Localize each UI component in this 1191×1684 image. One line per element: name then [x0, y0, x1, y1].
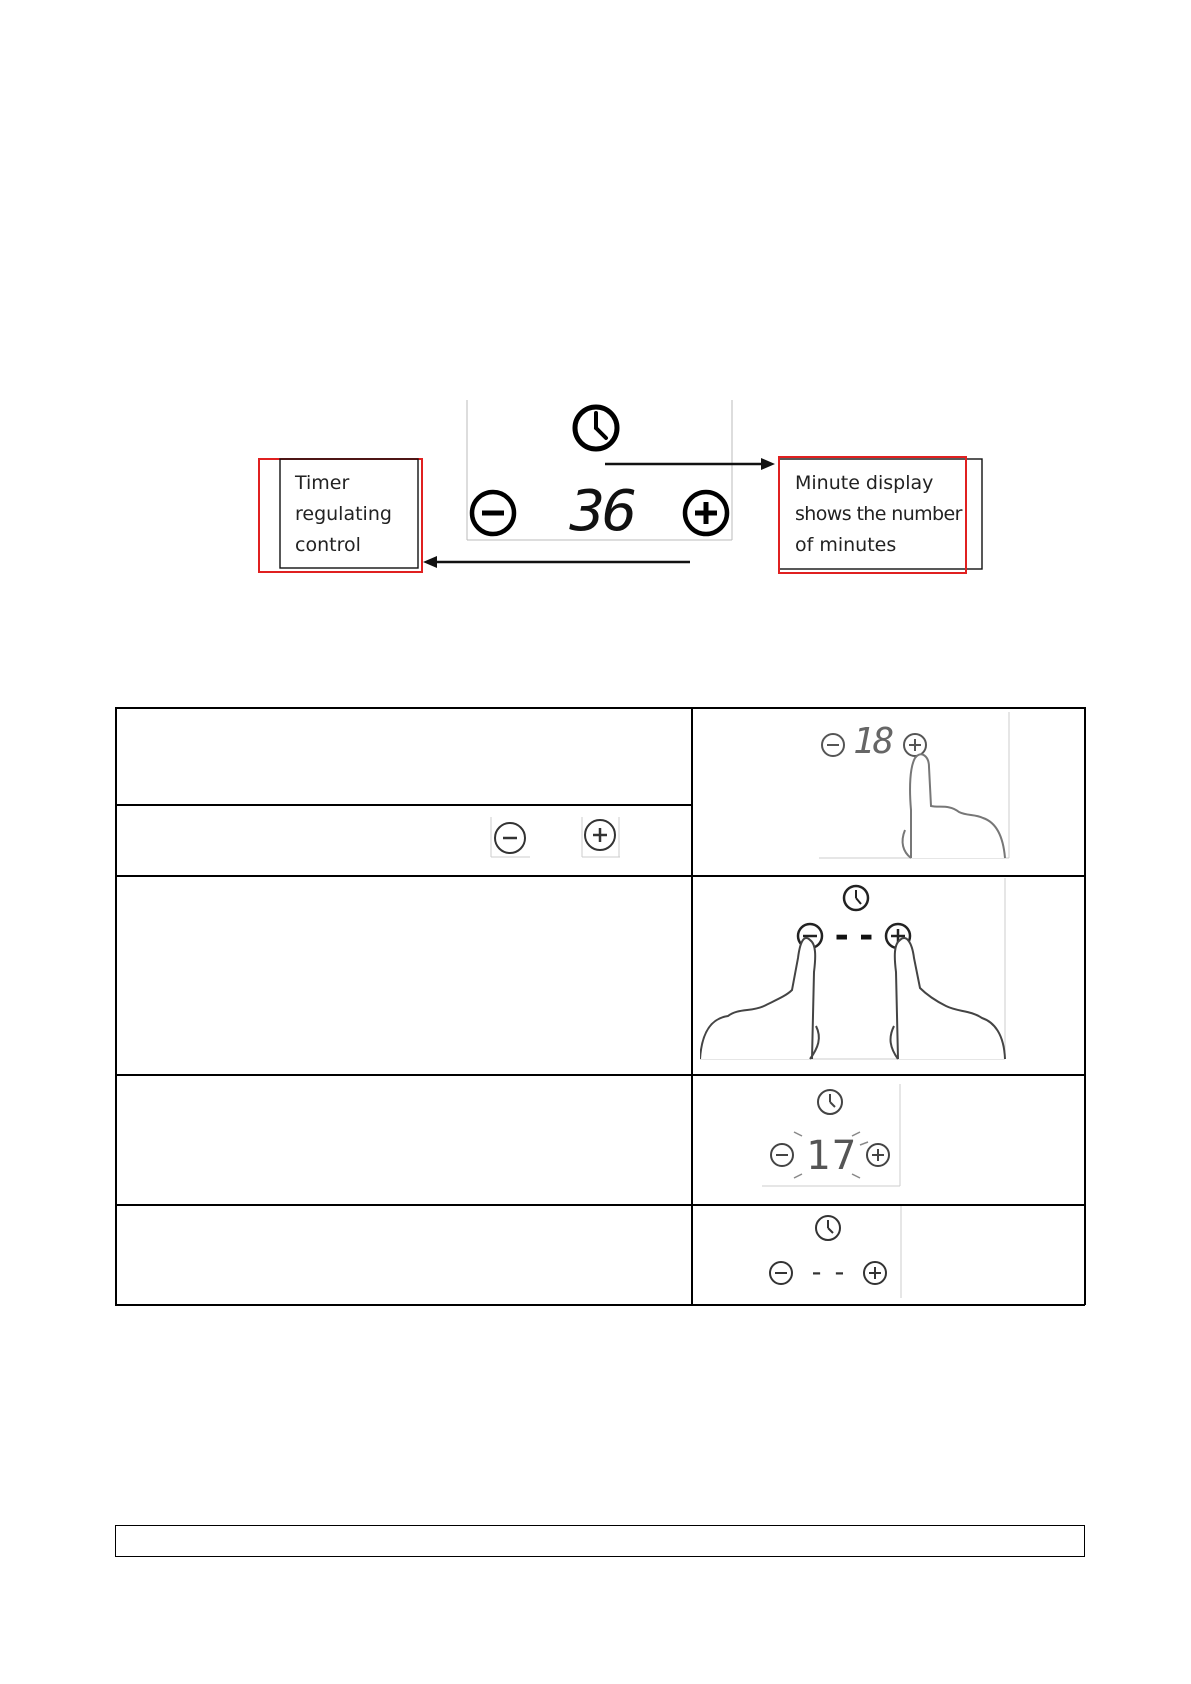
arrow-to-timer-control	[423, 556, 690, 568]
plus-icon[interactable]	[685, 492, 727, 534]
display-dashes-row5: --	[808, 1255, 854, 1288]
left-callout-text	[295, 468, 420, 561]
clock-icon	[575, 407, 617, 449]
right-finger-icon	[891, 938, 1005, 1059]
illustration-press-both	[700, 878, 1010, 1061]
left-callout-line-1: Timer	[295, 472, 350, 494]
timer-diagram	[0, 0, 1191, 600]
minute-display-value: 36	[569, 479, 635, 544]
display-value-17: 17	[805, 1133, 859, 1179]
clock-icon	[818, 1090, 842, 1114]
right-callout-text	[795, 468, 990, 561]
right-callout-line-2: shows the number	[795, 503, 962, 525]
right-callout-line-3: of minutes	[795, 534, 897, 556]
minus-icon	[495, 823, 525, 853]
minus-icon[interactable]	[472, 492, 514, 534]
clock-icon	[816, 1216, 840, 1240]
minus-icon	[771, 1144, 793, 1166]
minus-icon	[822, 734, 844, 756]
plus-icon	[585, 820, 615, 850]
bottom-empty-box	[115, 1525, 1085, 1557]
left-finger-icon	[700, 938, 819, 1059]
display-dashes-row3: --	[831, 916, 881, 956]
display-value-18: 18	[853, 721, 893, 762]
illustration-blinking-17	[760, 1080, 905, 1190]
plus-icon	[904, 734, 926, 756]
plus-icon	[864, 1262, 886, 1284]
arrow-to-minute-display	[605, 458, 775, 470]
right-callout-line-1: Minute display	[795, 472, 934, 494]
row2-icons	[490, 815, 630, 860]
left-callout-line-3: control	[295, 534, 361, 556]
clock-icon	[844, 886, 868, 910]
minus-icon	[770, 1262, 792, 1284]
plus-icon	[867, 1144, 889, 1166]
illustration-press-plus	[815, 712, 1015, 860]
left-callout-line-2: regulating	[295, 503, 392, 525]
illustration-timer-off	[757, 1206, 907, 1301]
finger-icon	[903, 754, 1005, 858]
